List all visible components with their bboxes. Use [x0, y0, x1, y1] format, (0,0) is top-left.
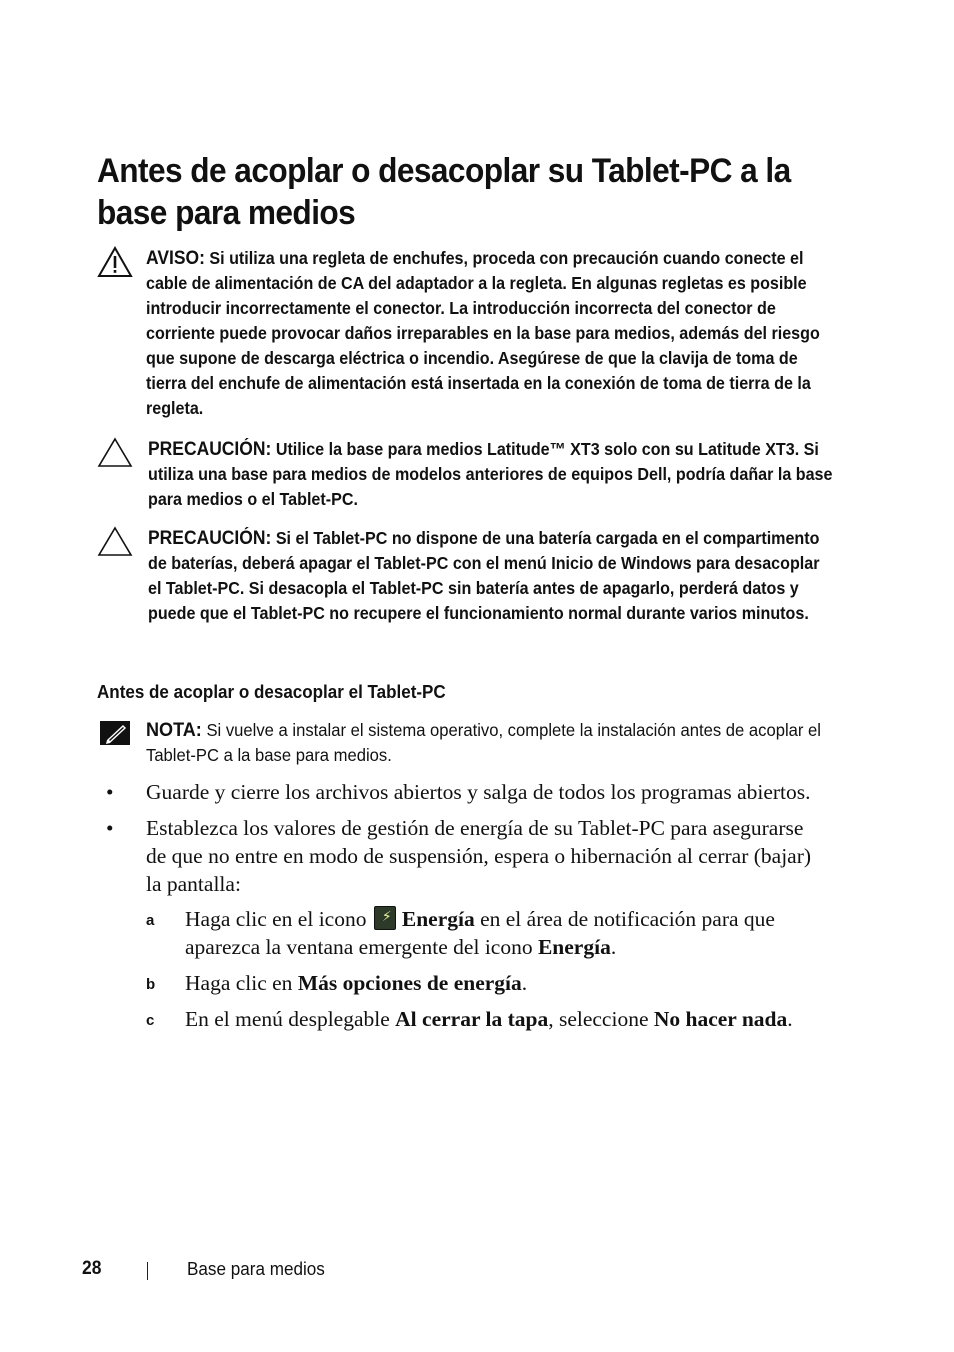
list-item — [106, 778, 826, 806]
notice-text: Utilice la base para medios Latitude™ XT3 solo con su Latitude XT3. Si utiliza una base para medios de modelos anteriores de equipos Dell, podría dañar la base para medios o el Tablet-PC. — [148, 439, 833, 509]
step-item — [146, 969, 836, 997]
note-pencil-icon — [99, 720, 133, 748]
list-item-text: Establezca los valores de gestión de energía de su Tablet-PC para asegurarse de que no entre en modo de suspensión, espera o hibernación al cerrar (bajar) la pantalla: — [146, 816, 812, 896]
warning-triangle-icon — [97, 246, 133, 278]
notice-text: Si utiliza una regleta de enchufes, proceda con precaución cuando conecte el cable de alimentación de CA del adaptador a la regleta. En algunas regletas es posible introducir incorrectamente el conector. La introducción incorrecta del conector de corriente puede provocar daños irreparables en la base para medios, además del riesgo que supone de descarga eléctrica o incendio. Asegúrese de que la clavija de toma de tierra del enchufe de alimentación está insertada en la conexión de toma de tierra de la regleta. — [146, 248, 820, 418]
step-emphasis: Más opciones de energía — [297, 971, 522, 995]
step-item — [146, 1005, 836, 1033]
step-emphasis: No hacer nada — [653, 1007, 788, 1031]
section-subheading: Antes de acoplar o desacoplar el Tablet-PC — [97, 681, 446, 702]
caution-triangle-icon — [97, 526, 133, 558]
step-letter: a — [146, 912, 155, 929]
step-text: Haga clic en el icono — [185, 907, 367, 931]
power-icon: ⚡ — [374, 906, 396, 930]
warning-notice — [97, 246, 837, 421]
note — [97, 718, 837, 768]
step-text: , seleccione — [548, 1007, 654, 1031]
step-text: en el área de notificación para que aparezca la ventana emergente del icono — [185, 907, 775, 959]
notice-text: Si el Tablet-PC no dispone de una batería cargada en el compartimento de baterías, deberá apagar el Tablet-PC con el menú — [148, 528, 820, 573]
caution-notice — [97, 526, 837, 626]
step-emphasis: Energía — [537, 935, 611, 959]
step-text: . — [521, 971, 528, 995]
caution-triangle-icon — [97, 437, 133, 469]
footer-section-title: Base para medios — [187, 1259, 325, 1279]
note-text: Si vuelve a instalar el sistema operativo, complete la instalación antes de acoplar el Tablet-PC a la base para medios. — [146, 720, 821, 765]
step-emphasis: Energía — [401, 907, 475, 931]
step-item — [146, 905, 836, 961]
page-number: 28 — [82, 1258, 102, 1279]
notice-label: PRECAUCIÓN: — [148, 439, 272, 460]
notice-text-emphasis: Inicio — [551, 553, 594, 573]
bullet-marker: • — [106, 816, 114, 840]
step-text: . — [787, 1007, 793, 1031]
step-text: Haga clic en — [185, 971, 298, 995]
step-text: En el menú desplegable — [185, 1007, 396, 1031]
step-text: . — [610, 935, 617, 959]
note-label: NOTA: — [146, 720, 202, 741]
notice-label: PRECAUCIÓN: — [148, 528, 272, 549]
step-letter: b — [146, 976, 156, 993]
step-emphasis: Al cerrar la tapa — [395, 1007, 549, 1031]
footer-divider — [147, 1262, 148, 1280]
caution-notice — [97, 437, 837, 512]
page-title: Antes de acoplar o desacoplar su Tablet-PC a la base para medios — [97, 152, 791, 232]
notice-text: de Windows para desacoplar el Tablet-PC. Si desacopla el Tablet-PC sin batería antes de apagarlo, perderá datos y puede que el Tablet-PC no recupere el funcionamiento normal durante varios minutos. — [148, 553, 820, 623]
bullet-marker: • — [106, 780, 114, 804]
notice-label: AVISO: — [146, 248, 205, 269]
step-letter: c — [146, 1012, 155, 1029]
list-item-text: Guarde y cierre los archivos abiertos y salga de todos los programas abiertos. — [146, 780, 811, 804]
list-item — [106, 814, 826, 898]
